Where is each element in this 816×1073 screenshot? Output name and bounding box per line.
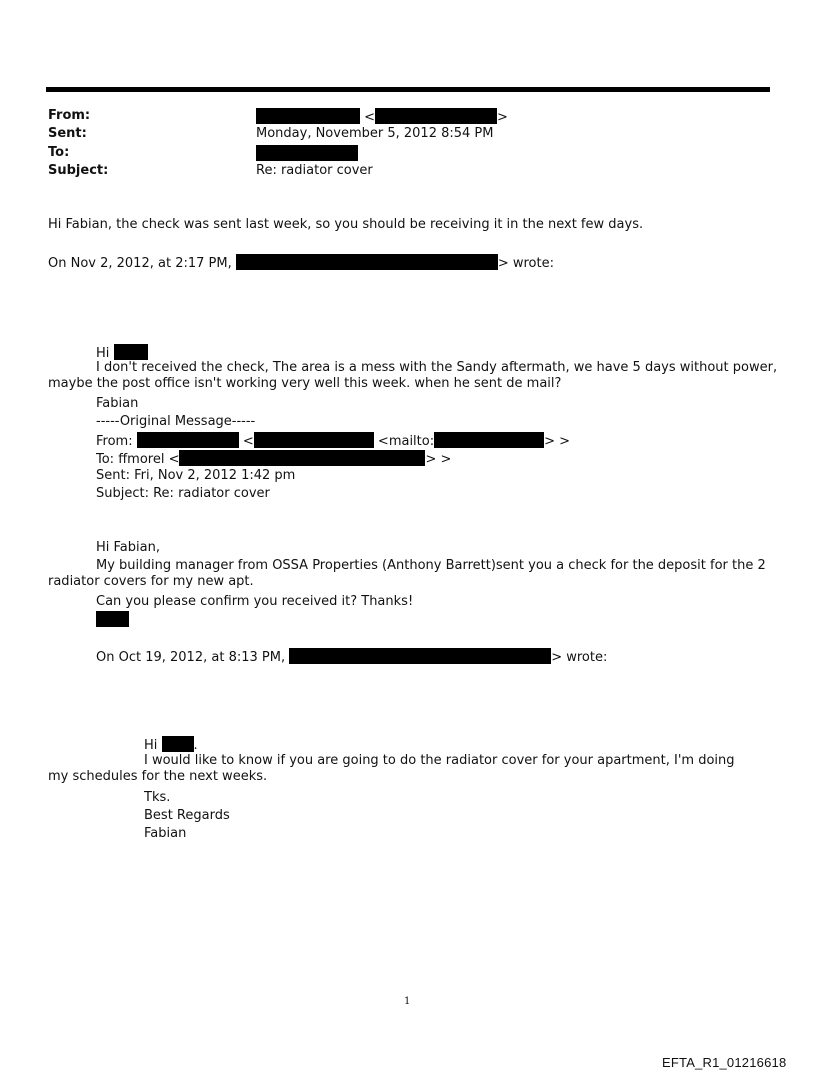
header-rule bbox=[46, 87, 770, 92]
document-id: EFTA_R1_01216618 bbox=[662, 1055, 787, 1070]
redaction-block bbox=[137, 432, 239, 448]
orig-close: > > bbox=[544, 434, 571, 449]
redaction-block bbox=[162, 736, 194, 752]
redaction-block bbox=[289, 648, 551, 664]
quote-header-2 bbox=[96, 648, 607, 666]
redaction-block bbox=[114, 344, 148, 360]
quote-suffix: > wrote: bbox=[551, 650, 608, 665]
page-number: 1 bbox=[404, 996, 411, 1007]
tks-line: Tks. bbox=[144, 790, 171, 805]
orig-subject-line: Subject: Re: radiator cover bbox=[96, 486, 270, 501]
redaction-block bbox=[256, 145, 358, 161]
orig-sent-line: Sent: Fri, Nov 2, 2012 1:42 pm bbox=[96, 468, 296, 483]
subject-label: Subject: bbox=[48, 163, 109, 178]
paragraph-2: My building manager from OSSA Properties (Anthony Barrett)sent you a check for the deposit for the 2 radiator covers for my new apt. bbox=[48, 558, 766, 589]
sent-label: Sent: bbox=[48, 126, 87, 141]
regards-line: Best Regards bbox=[144, 808, 230, 823]
quote-suffix: > wrote: bbox=[497, 256, 554, 271]
redaction-block bbox=[256, 108, 360, 124]
paragraph-1: I don't received the check, The area is a mess with the Sandy aftermath, we have 5 days without power, maybe the post office isn't working very well this week. when he sent de mail? bbox=[48, 360, 778, 391]
paragraph-3: I would like to know if you are going to do the radiator cover for your apartment, I'm doing my schedules for the next weeks. bbox=[48, 753, 735, 784]
orig-lt: < bbox=[242, 434, 254, 449]
quote-prefix: On Nov 2, 2012, at 2:17 PM, bbox=[48, 256, 232, 271]
redaction-block bbox=[96, 611, 129, 627]
signature-3: Fabian bbox=[144, 826, 187, 841]
from-gt: > bbox=[497, 110, 508, 125]
quote-header-1 bbox=[48, 254, 554, 272]
greeting-3 bbox=[144, 736, 198, 754]
to-label: To: bbox=[48, 145, 70, 160]
greeting-text: Hi bbox=[96, 346, 110, 361]
redaction-block bbox=[236, 254, 498, 270]
reply-line: Hi Fabian, the check was sent last week, so you should be receiving it in the next few days. bbox=[48, 217, 644, 232]
redaction-block bbox=[375, 108, 497, 124]
paragraph-2b: Can you please confirm you received it? Thanks! bbox=[96, 594, 414, 609]
redaction-block bbox=[179, 450, 425, 466]
greeting-dot: . bbox=[193, 738, 198, 753]
from-value bbox=[256, 108, 508, 126]
redaction-block bbox=[434, 432, 544, 448]
orig-from-label: From: bbox=[96, 434, 133, 449]
subject-value: Re: radiator cover bbox=[256, 163, 373, 178]
signature-1: Fabian bbox=[96, 396, 139, 411]
greeting-2: Hi Fabian, bbox=[96, 540, 160, 555]
greeting-text: Hi bbox=[144, 738, 158, 753]
orig-to-close: > > bbox=[425, 452, 452, 467]
orig-to-text: To: ffmorel < bbox=[96, 452, 180, 467]
redaction-block bbox=[254, 432, 374, 448]
original-message-label: -----Original Message----- bbox=[96, 414, 256, 429]
signature-2 bbox=[96, 611, 129, 629]
from-lt: < bbox=[364, 110, 376, 125]
orig-mailto: <mailto: bbox=[377, 434, 435, 449]
from-label: From: bbox=[48, 108, 91, 123]
orig-to-line bbox=[96, 450, 451, 468]
sent-value: Monday, November 5, 2012 8:54 PM bbox=[256, 126, 494, 141]
to-value bbox=[256, 145, 358, 163]
orig-from-line bbox=[96, 432, 570, 450]
quote-prefix: On Oct 19, 2012, at 8:13 PM, bbox=[96, 650, 286, 665]
